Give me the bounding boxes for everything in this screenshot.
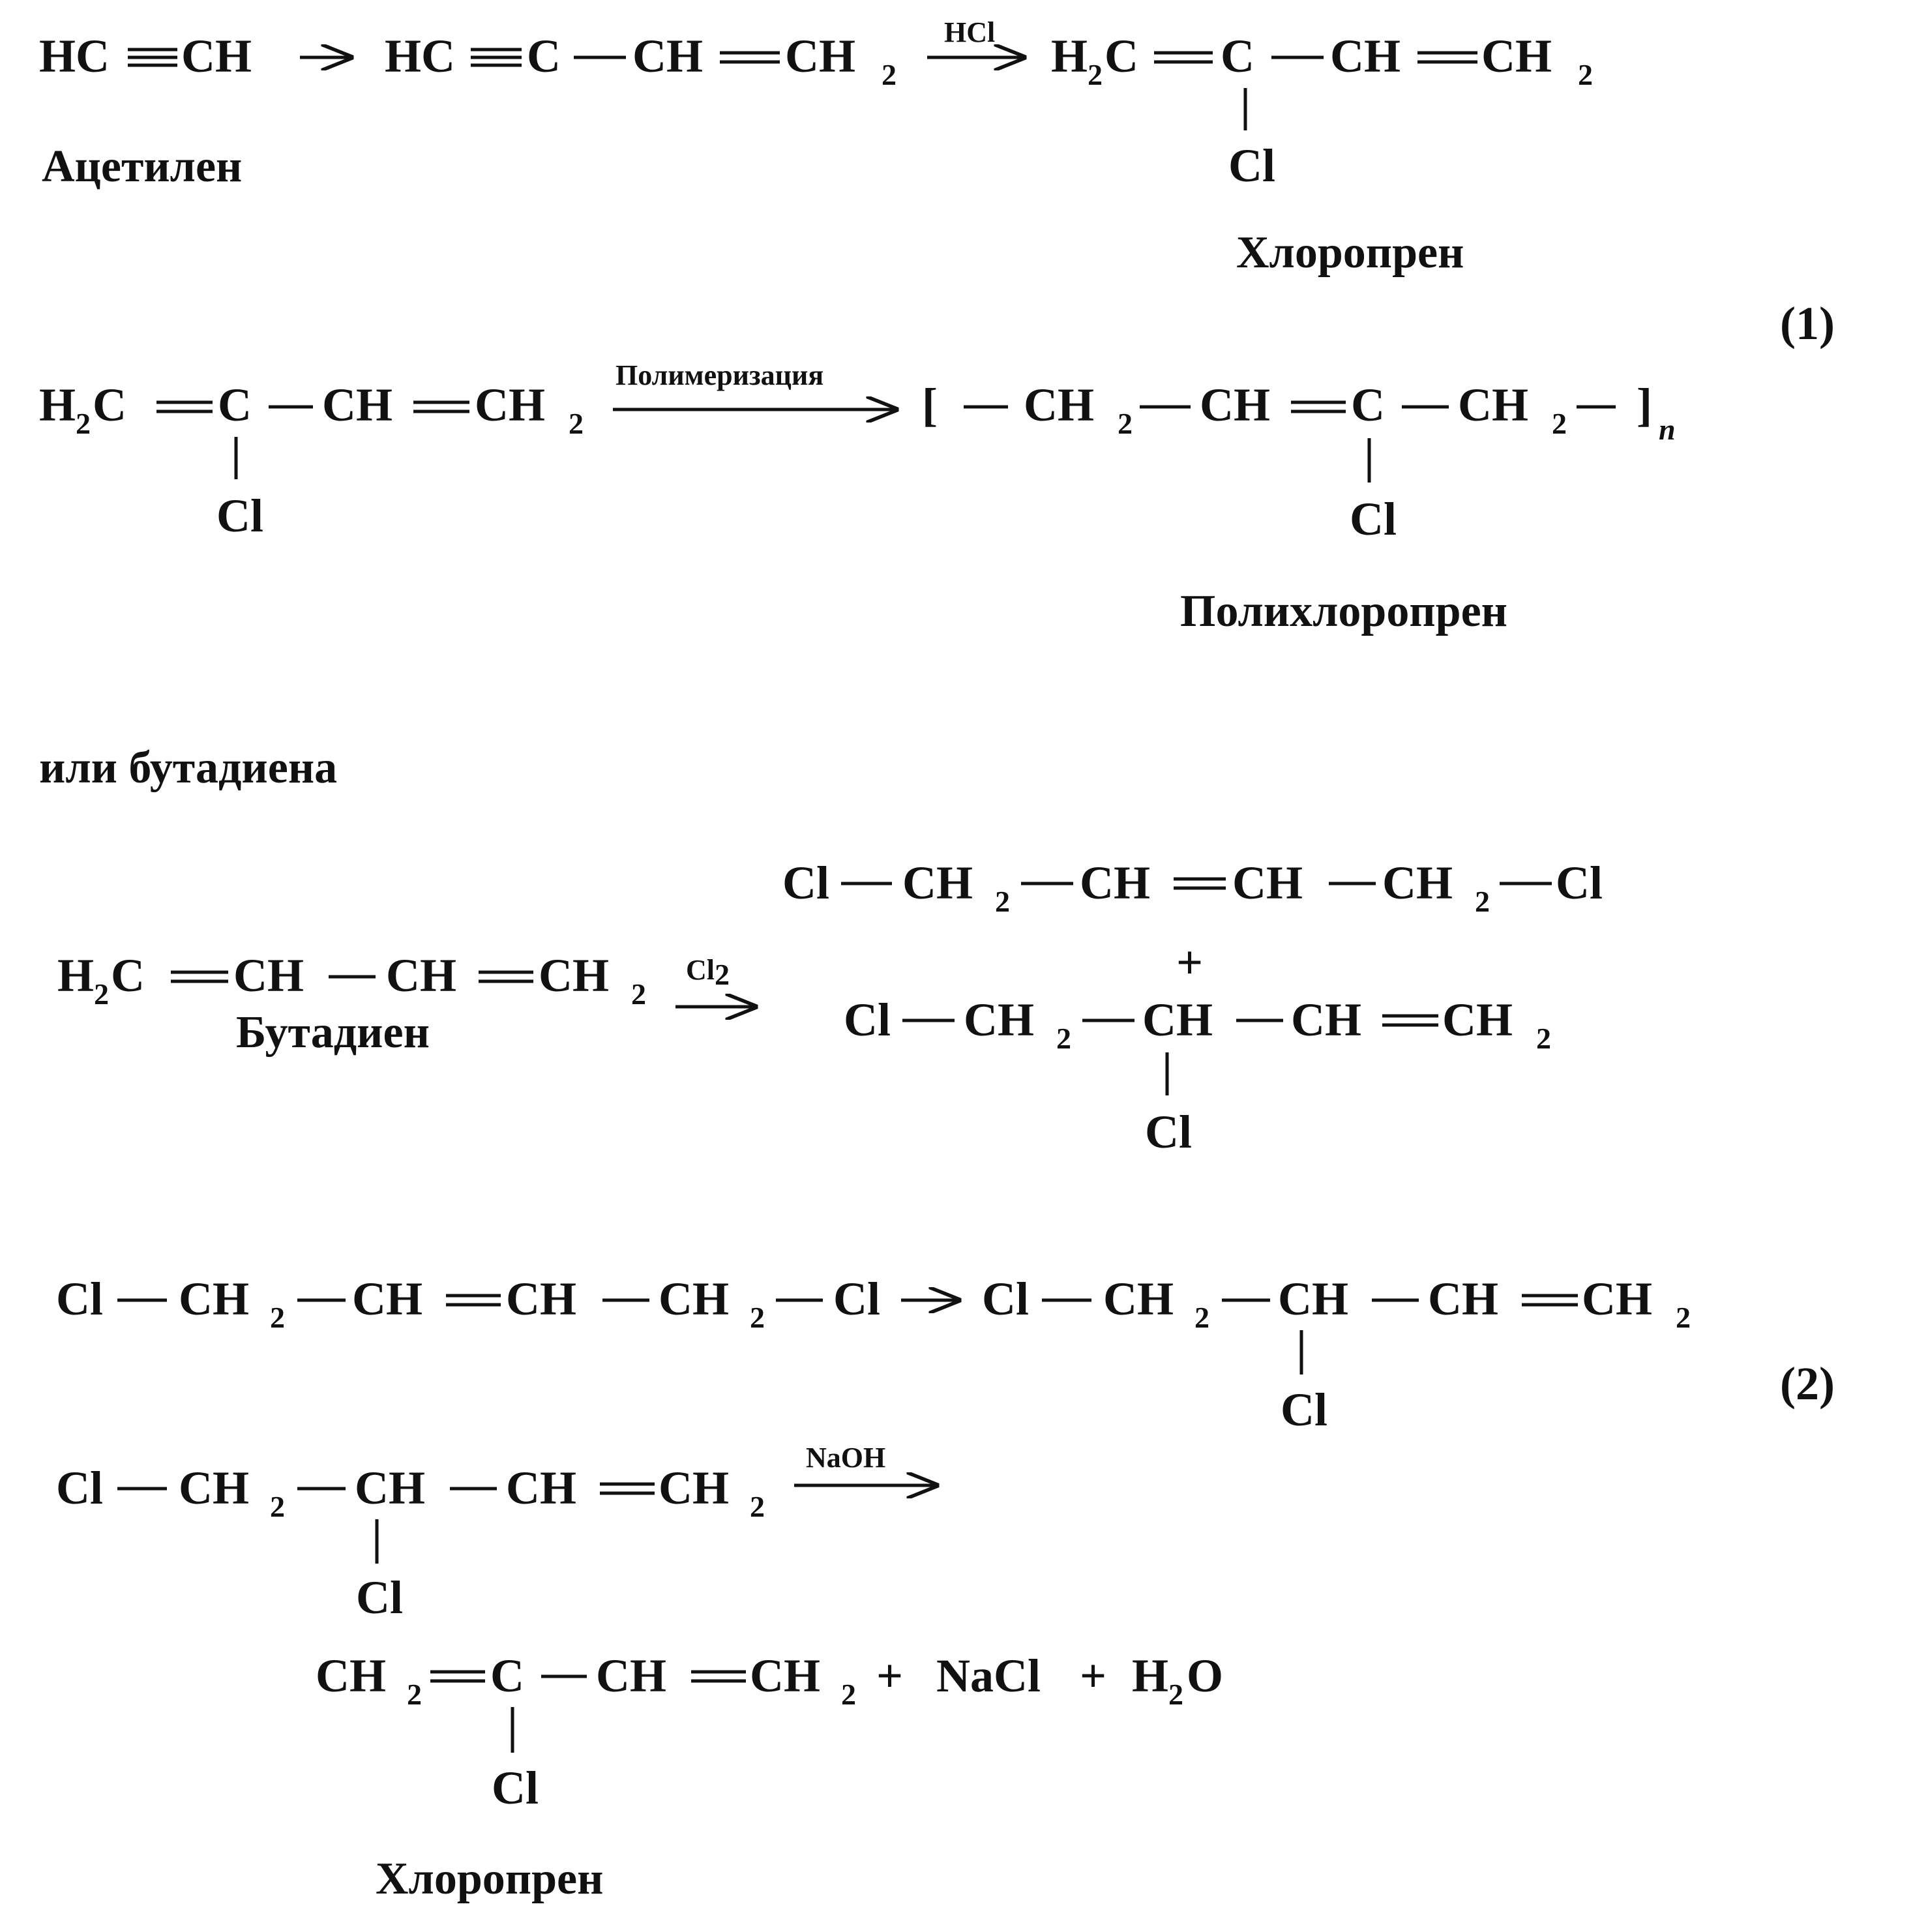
- subscript: 2: [407, 1678, 422, 1711]
- atom-ch: CH: [181, 30, 252, 82]
- subscript: 2: [94, 977, 109, 1011]
- atom-cl: Cl: [356, 1571, 403, 1624]
- triple-bond: [128, 50, 177, 65]
- atom-ch2: CH: [539, 949, 609, 1002]
- triple-bond: [471, 50, 522, 65]
- plus-sign: +: [1080, 1650, 1107, 1702]
- atom-ch2: CH: [1442, 994, 1513, 1046]
- subscript: 2: [1552, 407, 1567, 440]
- atom-cl: Cl: [1281, 1384, 1327, 1436]
- atom-ch: CH: [386, 949, 456, 1002]
- atom-c-substituted: C: [218, 379, 252, 431]
- butadiene-formula: [57, 949, 646, 1011]
- atom-ch: CH: [506, 1462, 576, 1514]
- atom-cl: Cl: [56, 1462, 103, 1514]
- atom-cl: Cl: [1556, 857, 1603, 909]
- atom-c: C: [111, 949, 145, 1002]
- reaction-butadiene-chlorination: [57, 857, 1603, 1158]
- subscript: 2: [1118, 407, 1133, 440]
- label-butadiene: Бутадиен: [236, 1007, 430, 1058]
- label-acetylene: Ацетилен: [42, 141, 243, 192]
- dichlorobutene-reactant: [56, 1273, 880, 1334]
- chloroprene-product: [316, 1650, 1223, 1814]
- atom-ch2: CH: [1103, 1273, 1174, 1325]
- subscript: 2: [995, 885, 1010, 918]
- subscript: 2: [1578, 58, 1593, 91]
- double-bond: [1382, 1016, 1438, 1025]
- reagent-cl2: [686, 954, 730, 991]
- reaction-dehydrochlorination: [56, 1442, 1223, 1904]
- atom-c: C: [1105, 30, 1138, 82]
- atom-h: H: [57, 949, 95, 1002]
- double-bond: [691, 1672, 746, 1681]
- atom-ch: CH: [632, 30, 703, 82]
- subscript: 2: [1676, 1301, 1691, 1334]
- subscript: 2: [631, 977, 646, 1011]
- subscript: 2: [750, 1301, 765, 1334]
- product-3-4-dichlorobutene: [844, 994, 1551, 1158]
- text-or-butadiene: или бутадиена: [39, 743, 338, 793]
- plus-sign: +: [876, 1650, 904, 1702]
- atom-ch2: CH: [1382, 857, 1453, 909]
- double-bond: [1154, 53, 1213, 62]
- vinylacetylene-formula: [385, 30, 897, 91]
- atom-ch2: CH: [1458, 379, 1528, 431]
- dichlorobutene-reactant: [56, 1462, 765, 1624]
- atom-h: H: [39, 379, 76, 431]
- plus-sign: +: [1176, 936, 1204, 988]
- reaction-isomerization: [56, 1273, 1691, 1436]
- atom-c: C: [93, 379, 126, 431]
- subscript: 2: [1088, 58, 1103, 91]
- double-bond: [1417, 53, 1477, 62]
- atom-h: H: [1051, 30, 1088, 82]
- atom-ch2: CH: [659, 1273, 729, 1325]
- chloroprene-formula: [1051, 30, 1593, 192]
- equation-number-1: (1): [1780, 297, 1835, 349]
- subscript: 2: [270, 1490, 285, 1523]
- double-bond: [720, 53, 780, 62]
- atom-c-substituted: C: [490, 1650, 524, 1702]
- chloroprene-monomer-formula: [39, 379, 584, 542]
- atom-ch: CH: [1232, 857, 1303, 909]
- subscript: 2: [1056, 1022, 1071, 1055]
- atom-ch2: CH: [316, 1650, 386, 1702]
- atom-ch: CH: [1330, 30, 1401, 82]
- atom-ch-substituted: CH: [1142, 994, 1213, 1046]
- subscript: 2: [569, 407, 584, 440]
- double-bond: [430, 1672, 485, 1681]
- atom-cl: Cl: [833, 1273, 880, 1325]
- atom-cl: Cl: [782, 857, 829, 909]
- double-bond: [1174, 879, 1226, 888]
- bracket-close: ]: [1637, 379, 1652, 431]
- double-bond: [1291, 402, 1346, 411]
- subscript: 2: [750, 1490, 765, 1523]
- atom-cl: Cl: [844, 994, 891, 1046]
- reaction-acetylene-to-chloroprene: [39, 16, 1593, 278]
- atom-ch2: CH: [1024, 379, 1094, 431]
- atom-cl: Cl: [1350, 493, 1397, 545]
- atom-ch2: CH: [750, 1650, 820, 1702]
- bracket-open: [: [922, 379, 938, 431]
- reagent-naoh: NaOH: [806, 1442, 886, 1474]
- dichlorobutene-product: [982, 1273, 1691, 1436]
- atom-hc: HC: [39, 30, 110, 82]
- subscript: 2: [882, 58, 897, 91]
- atom-ch2: CH: [475, 379, 545, 431]
- atom-c: C: [527, 30, 561, 82]
- double-bond: [171, 972, 228, 981]
- product-1-4-dichlorobutene: [782, 857, 1603, 918]
- acetylene-formula: [39, 30, 252, 82]
- atom-ch2: CH: [179, 1273, 249, 1325]
- double-bond: [1522, 1296, 1578, 1305]
- atom-cl: Cl: [1145, 1106, 1192, 1158]
- atom-ch: CH: [233, 949, 304, 1002]
- subscript: 2: [715, 958, 730, 991]
- subscript: 2: [841, 1678, 856, 1711]
- atom-ch: CH: [1291, 994, 1361, 1046]
- subscript: 2: [76, 407, 91, 440]
- subscript: 2: [270, 1301, 285, 1334]
- label-polychloroprene: Полихлоропрен: [1180, 586, 1507, 636]
- atom-ch2: CH: [785, 30, 855, 82]
- atom-ch2: CH: [1582, 1273, 1652, 1325]
- atom-ch2: CH: [1481, 30, 1552, 82]
- subscript: 2: [1536, 1022, 1551, 1055]
- label-chloroprene: Хлоропрен: [1236, 228, 1464, 278]
- atom-ch: CH: [1080, 857, 1150, 909]
- atom-c-substituted: C: [1351, 379, 1385, 431]
- double-bond: [413, 402, 469, 411]
- subscript: 2: [1168, 1678, 1183, 1711]
- label-chloroprene: Хлоропрен: [376, 1854, 604, 1904]
- atom-c-substituted: C: [1221, 30, 1254, 82]
- water-o: O: [1187, 1650, 1224, 1702]
- subscript-n: n: [1659, 413, 1676, 446]
- equation-number-2: (2): [1780, 1358, 1835, 1410]
- sodium-chloride: NaCl: [936, 1650, 1041, 1702]
- atom-ch-substituted: CH: [355, 1462, 425, 1514]
- double-bond: [446, 1296, 501, 1305]
- atom-ch: CH: [1428, 1273, 1498, 1325]
- water-h: H: [1132, 1650, 1169, 1702]
- atom-ch2: CH: [179, 1462, 249, 1514]
- reaction-polymerization: [39, 359, 1676, 636]
- atom-ch: CH: [596, 1650, 666, 1702]
- subscript: 2: [1475, 885, 1490, 918]
- atom-cl: Cl: [982, 1273, 1029, 1325]
- atom-ch: CH: [1200, 379, 1270, 431]
- polychloroprene-formula: [922, 379, 1676, 545]
- atom-ch2: CH: [902, 857, 973, 909]
- double-bond: [600, 1484, 655, 1493]
- atom-ch: CH: [322, 379, 393, 431]
- atom-cl: Cl: [216, 490, 263, 542]
- atom-cl: Cl: [1228, 140, 1275, 192]
- double-bond: [156, 402, 213, 411]
- subscript: 2: [1194, 1301, 1209, 1334]
- atom-ch: CH: [352, 1273, 423, 1325]
- atom-ch2: CH: [964, 994, 1034, 1046]
- atom-cl: Cl: [492, 1762, 539, 1814]
- double-bond: [479, 972, 533, 981]
- atom-ch: CH: [506, 1273, 576, 1325]
- atom-cl: Cl: [56, 1273, 103, 1325]
- reagent-polymerization: Полимеризация: [615, 359, 824, 391]
- atom-ch2: CH: [659, 1462, 729, 1514]
- reagent-hcl: HCl: [944, 16, 996, 48]
- atom-hc: HC: [385, 30, 455, 82]
- atom-ch-substituted: CH: [1278, 1273, 1348, 1325]
- reagent-cl: Cl: [686, 954, 715, 986]
